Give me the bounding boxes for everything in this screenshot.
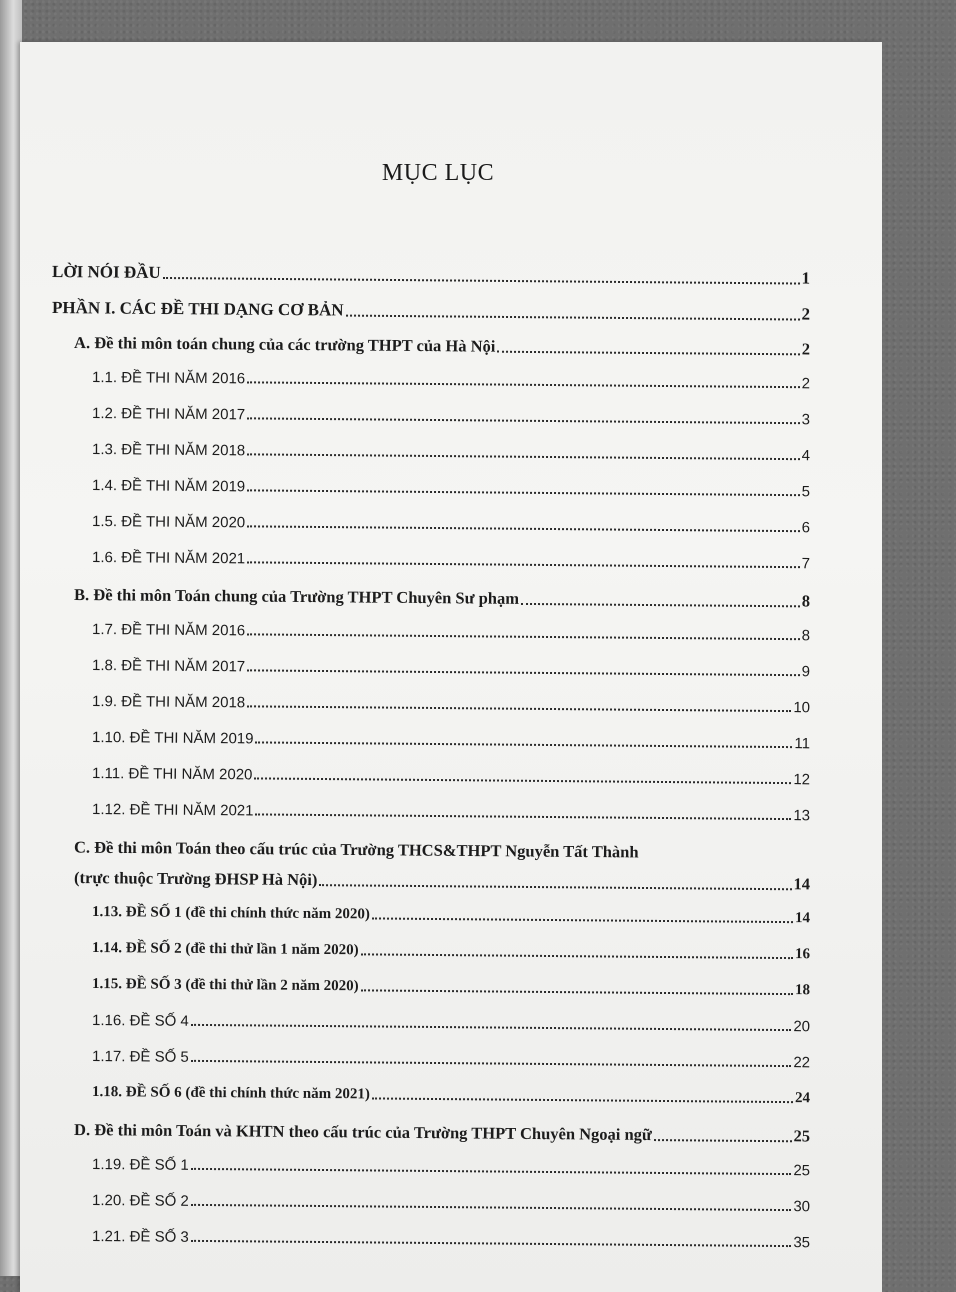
toc-entry <box>92 940 810 963</box>
toc-entry-label: 1.19. ĐỀ SỐ 1 <box>92 1156 189 1174</box>
toc-entry-label: (trực thuộc Trường ĐHSP Hà Nội) <box>74 868 318 890</box>
book-edge <box>0 0 22 1276</box>
toc-entry-label: 1.4. ĐỀ THI NĂM 2019 <box>92 477 246 496</box>
toc-leader <box>247 669 800 676</box>
toc-entry <box>92 729 810 752</box>
toc-entry <box>92 1084 810 1107</box>
toc-entry-page: 11 <box>794 735 811 753</box>
toc-entry-page: 16 <box>794 946 811 963</box>
toc-leader <box>319 884 791 890</box>
toc-entry-page: 6 <box>801 519 811 537</box>
toc-entry-label: 1.7. ĐỀ THI NĂM 2016 <box>92 621 246 640</box>
toc-entry-label: B. Đề thi môn Toán chung của Trường THPT Chuyên Sư phạm <box>74 585 520 608</box>
toc-leader <box>255 741 792 748</box>
toc-entry <box>52 298 810 325</box>
toc-leader <box>191 1024 792 1031</box>
toc-entry-label: 1.16. ĐỀ SỐ 4 <box>92 1012 189 1030</box>
toc-entry-label: D. Đề thi môn Toán và KHTN theo cấu trúc của Trường THPT Chuyên Ngoại ngữ <box>74 1120 652 1145</box>
toc-entry <box>92 621 810 644</box>
toc-entry-label: 1.9. ĐỀ THI NĂM 2018 <box>92 693 246 712</box>
toc-entry <box>92 1156 810 1179</box>
toc-leader <box>247 633 800 640</box>
toc-entry <box>92 513 810 536</box>
toc-entry <box>92 441 810 464</box>
toc-leader <box>191 1204 792 1211</box>
toc-leader <box>191 1240 792 1247</box>
toc-entry-label: PHẦN I. CÁC ĐỀ THI DẠNG CƠ BẢN <box>52 298 344 320</box>
toc-entry <box>92 369 810 392</box>
toc-entry-page: 2 <box>801 375 811 393</box>
toc-entry <box>92 904 810 927</box>
toc-entry <box>92 657 810 680</box>
toc-entry-label: 1.8. ĐỀ THI NĂM 2017 <box>92 657 246 676</box>
toc-entry <box>92 801 810 824</box>
toc-leader <box>163 277 800 285</box>
toc-entry-page: 14 <box>794 910 811 927</box>
book-page <box>20 42 882 1292</box>
toc-entry <box>74 585 810 611</box>
toc-entry-page: 14 <box>793 874 811 894</box>
toc-entry-page: 22 <box>793 1054 811 1072</box>
toc-entry-label: 1.17. ĐỀ SỐ 5 <box>92 1048 189 1066</box>
toc-entry-label: 1.12. ĐỀ THI NĂM 2021 <box>92 801 254 820</box>
toc-entry-label: A. Đề thi môn toán chung của các trường THPT của Hà Nội <box>74 333 496 356</box>
toc-entry-label: 1.21. ĐỀ SỐ 3 <box>92 1228 189 1246</box>
toc-entry-page: 4 <box>801 447 811 465</box>
toc-leader <box>497 351 799 356</box>
toc-entry <box>92 1192 810 1215</box>
toc-entry-label: 1.20. ĐỀ SỐ 2 <box>92 1192 189 1210</box>
toc-entry-label: LỜI NÓI ĐẦU <box>52 262 161 282</box>
toc-leader <box>191 1168 792 1175</box>
toc-entry-label: 1.1. ĐỀ THI NĂM 2016 <box>92 369 246 388</box>
toc-leader <box>372 917 793 923</box>
toc-entry <box>92 549 810 572</box>
toc-leader <box>361 953 793 959</box>
toc-entry-page: 1 <box>801 268 811 288</box>
toc-entry <box>74 333 810 359</box>
toc-entry-page: 18 <box>794 982 811 999</box>
toc-entry-page: 35 <box>793 1234 811 1252</box>
toc-entry <box>92 693 810 716</box>
toc-entry-page: 13 <box>793 807 811 825</box>
toc-entry-page: 30 <box>793 1198 811 1216</box>
toc-entry-page: 12 <box>793 771 811 789</box>
toc-entry <box>92 477 810 500</box>
toc-entry <box>92 1012 810 1035</box>
toc-leader <box>255 813 791 820</box>
toc-entry-label: 1.13. ĐỀ SỐ 1 (đề thi chính thức năm 2020) <box>92 904 370 923</box>
toc-leader <box>247 525 800 532</box>
toc-entry-label: 1.18. ĐỀ SỐ 6 (đề thi chính thức năm 2021) <box>92 1084 370 1103</box>
toc-entry <box>92 1048 810 1071</box>
toc-entry-page: 25 <box>793 1162 811 1180</box>
toc-entry-label: 1.11. ĐỀ THI NĂM 2020 <box>92 765 253 784</box>
toc-entry-label: 1.5. ĐỀ THI NĂM 2020 <box>92 513 246 532</box>
toc-entry-label: 1.6. ĐỀ THI NĂM 2021 <box>92 549 246 568</box>
toc-entry-label: 1.15. ĐỀ SỐ 3 (đề thi thử lần 2 năm 2020) <box>92 976 359 995</box>
toc-leader <box>247 561 800 568</box>
toc-entry <box>92 765 810 788</box>
table-of-contents <box>20 42 882 1292</box>
toc-leader <box>191 1060 792 1067</box>
toc-leader <box>247 381 800 388</box>
toc-entry-page: 20 <box>793 1018 811 1036</box>
toc-entry-page: 2 <box>801 304 811 324</box>
toc-leader <box>247 705 791 712</box>
toc-entry-page: 8 <box>801 627 811 645</box>
toc-entry-page: 7 <box>801 555 811 573</box>
toc-entry-label: 1.2. ĐỀ THI NĂM 2017 <box>92 405 246 424</box>
toc-leader <box>254 777 791 784</box>
toc-entry-page: 5 <box>801 483 811 501</box>
toc-leader <box>247 489 800 496</box>
toc-entry <box>74 868 810 894</box>
toc-entry <box>92 976 810 999</box>
toc-entry-page: 25 <box>793 1126 811 1146</box>
section-c-heading: C. Đề thi môn Toán theo cấu trúc của Trường THCS&THPT Nguyễn Tất Thành <box>73 837 639 862</box>
toc-leader <box>521 603 800 607</box>
toc-entry <box>74 1120 810 1146</box>
toc-entry-label: 1.14. ĐỀ SỐ 2 (đề thi thử lần 1 năm 2020) <box>92 940 359 959</box>
toc-leader <box>346 315 800 321</box>
toc-leader <box>654 1139 792 1142</box>
toc-leader <box>247 417 800 424</box>
toc-entry <box>92 405 810 428</box>
toc-entry <box>92 1228 810 1251</box>
page-title: MỤC LỤC <box>381 160 495 186</box>
toc-entry-page: 24 <box>794 1090 811 1107</box>
toc-entry-page: 9 <box>801 663 811 681</box>
toc-entry-page: 2 <box>801 339 811 359</box>
toc-entry <box>52 262 810 289</box>
toc-entry-page: 8 <box>801 591 811 611</box>
toc-entry-label: 1.10. ĐỀ THI NĂM 2019 <box>92 729 254 748</box>
toc-entry-page: 3 <box>801 411 811 429</box>
toc-leader <box>372 1097 793 1103</box>
toc-entry-page: 10 <box>793 699 811 717</box>
toc-leader <box>361 989 793 995</box>
toc-entry-label: 1.3. ĐỀ THI NĂM 2018 <box>92 441 246 460</box>
toc-leader <box>247 453 800 460</box>
